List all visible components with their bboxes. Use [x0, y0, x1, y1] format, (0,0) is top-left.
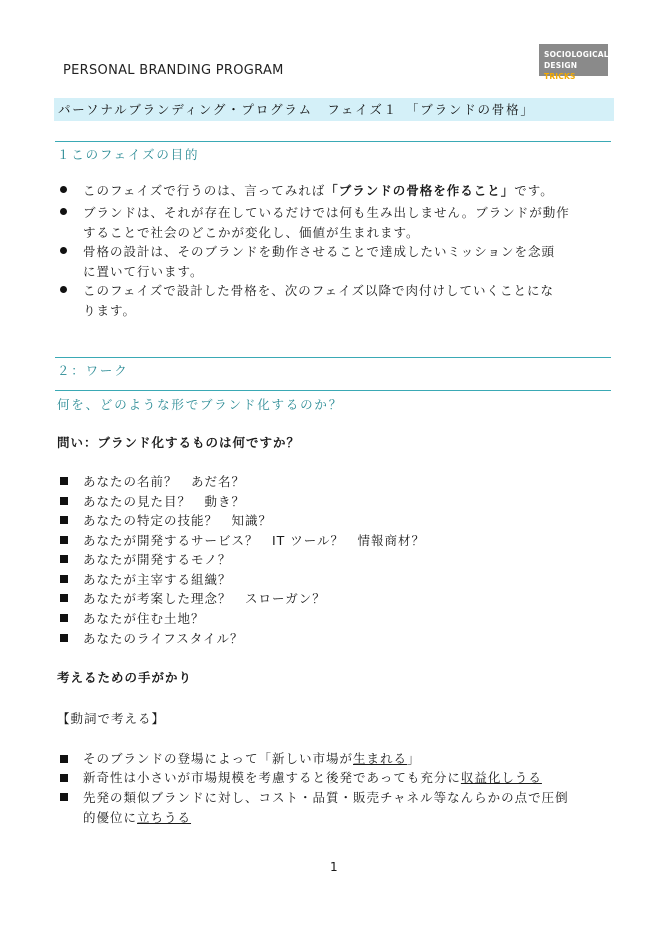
- hint-item-line-1: 先発の類似ブランドに対し、コスト・品質・販売チャネル等なんらかの点で圧倒: [83, 790, 569, 805]
- program-name: PERSONAL BRANDING PROGRAM: [63, 63, 284, 78]
- brand-logo: [539, 44, 609, 81]
- bullet-dot: [60, 247, 67, 254]
- section1-heading: １このフェイズの目的: [57, 147, 200, 162]
- section-divider: [55, 390, 611, 391]
- work-item: あなたが住む土地？: [83, 611, 205, 626]
- page-number: 1: [330, 860, 338, 874]
- logo-line-1: SOCIOLOGICAL: [544, 50, 609, 59]
- work-item: あなたの特定の技能？ 知識？: [83, 513, 273, 528]
- section1-bullet-2-line-2: することで社会のどこかが変化し、価値が生まれます。: [83, 225, 420, 240]
- section-divider: [55, 357, 611, 358]
- work-item: あなたが主宰する組織？: [83, 572, 232, 587]
- section1-bullet-3-line-1: 骨格の設計は、そのブランドを動作させることで達成したいミッションを念頭: [83, 244, 556, 259]
- question-heading: 問い：ブランド化するものは何ですか？: [57, 435, 301, 450]
- hint-item-line-2: 的優位に立ちうる: [83, 810, 192, 825]
- document-title: パーソナルブランディング・プログラム フェイズ１ 「ブランドの骨格」: [54, 98, 614, 121]
- work-item: あなたの見た目？ 動き？: [83, 494, 246, 509]
- logo-line-2: DESIGN TRICKS: [544, 61, 578, 81]
- work-item: あなたが開発するモノ？: [83, 552, 232, 567]
- bullet-dot: [60, 208, 67, 215]
- work-item: あなたが開発するサービス？ IT ツール？ 情報商材？: [83, 533, 426, 548]
- section1-bullet-2-line-1: ブランドは、それが存在しているだけでは何も生み出しません。ブランドが動作: [83, 205, 570, 220]
- bullet-dot: [60, 286, 67, 293]
- section1-bullet-4-line-1: このフェイズで設計した骨格を、次のフェイズ以降で肉付けしていくことにな: [83, 283, 555, 298]
- work-item: あなたのライフスタイル？: [83, 631, 244, 646]
- hint-item: そのブランドの登場によって「新しい市場が生まれる」: [83, 751, 421, 766]
- section2-heading: ２：ワーク: [57, 363, 129, 378]
- section1-bullet-3-line-2: に置いて行います。: [83, 264, 204, 279]
- section2-subheading: 何を、どのような形でブランド化するのか？: [57, 397, 344, 412]
- work-item: あなたの名前？ あだ名？: [83, 474, 246, 489]
- hint-item: 新奇性は小さいが市場規模を考慮すると後発であっても充分に収益化しうる: [83, 770, 542, 785]
- section1-bullet-1: このフェイズで行うのは、言ってみれば「ブランドの骨格を作ること」です。: [83, 183, 554, 198]
- verb-label: 【動詞で考える】: [57, 711, 166, 726]
- bullet-dot: [60, 186, 67, 193]
- hints-heading: 考えるための手がかり: [57, 670, 193, 685]
- work-item: あなたが考案した理念？ スローガン？: [83, 591, 326, 606]
- section-divider: [55, 141, 611, 142]
- section1-bullet-4-line-2: ります。: [83, 303, 137, 318]
